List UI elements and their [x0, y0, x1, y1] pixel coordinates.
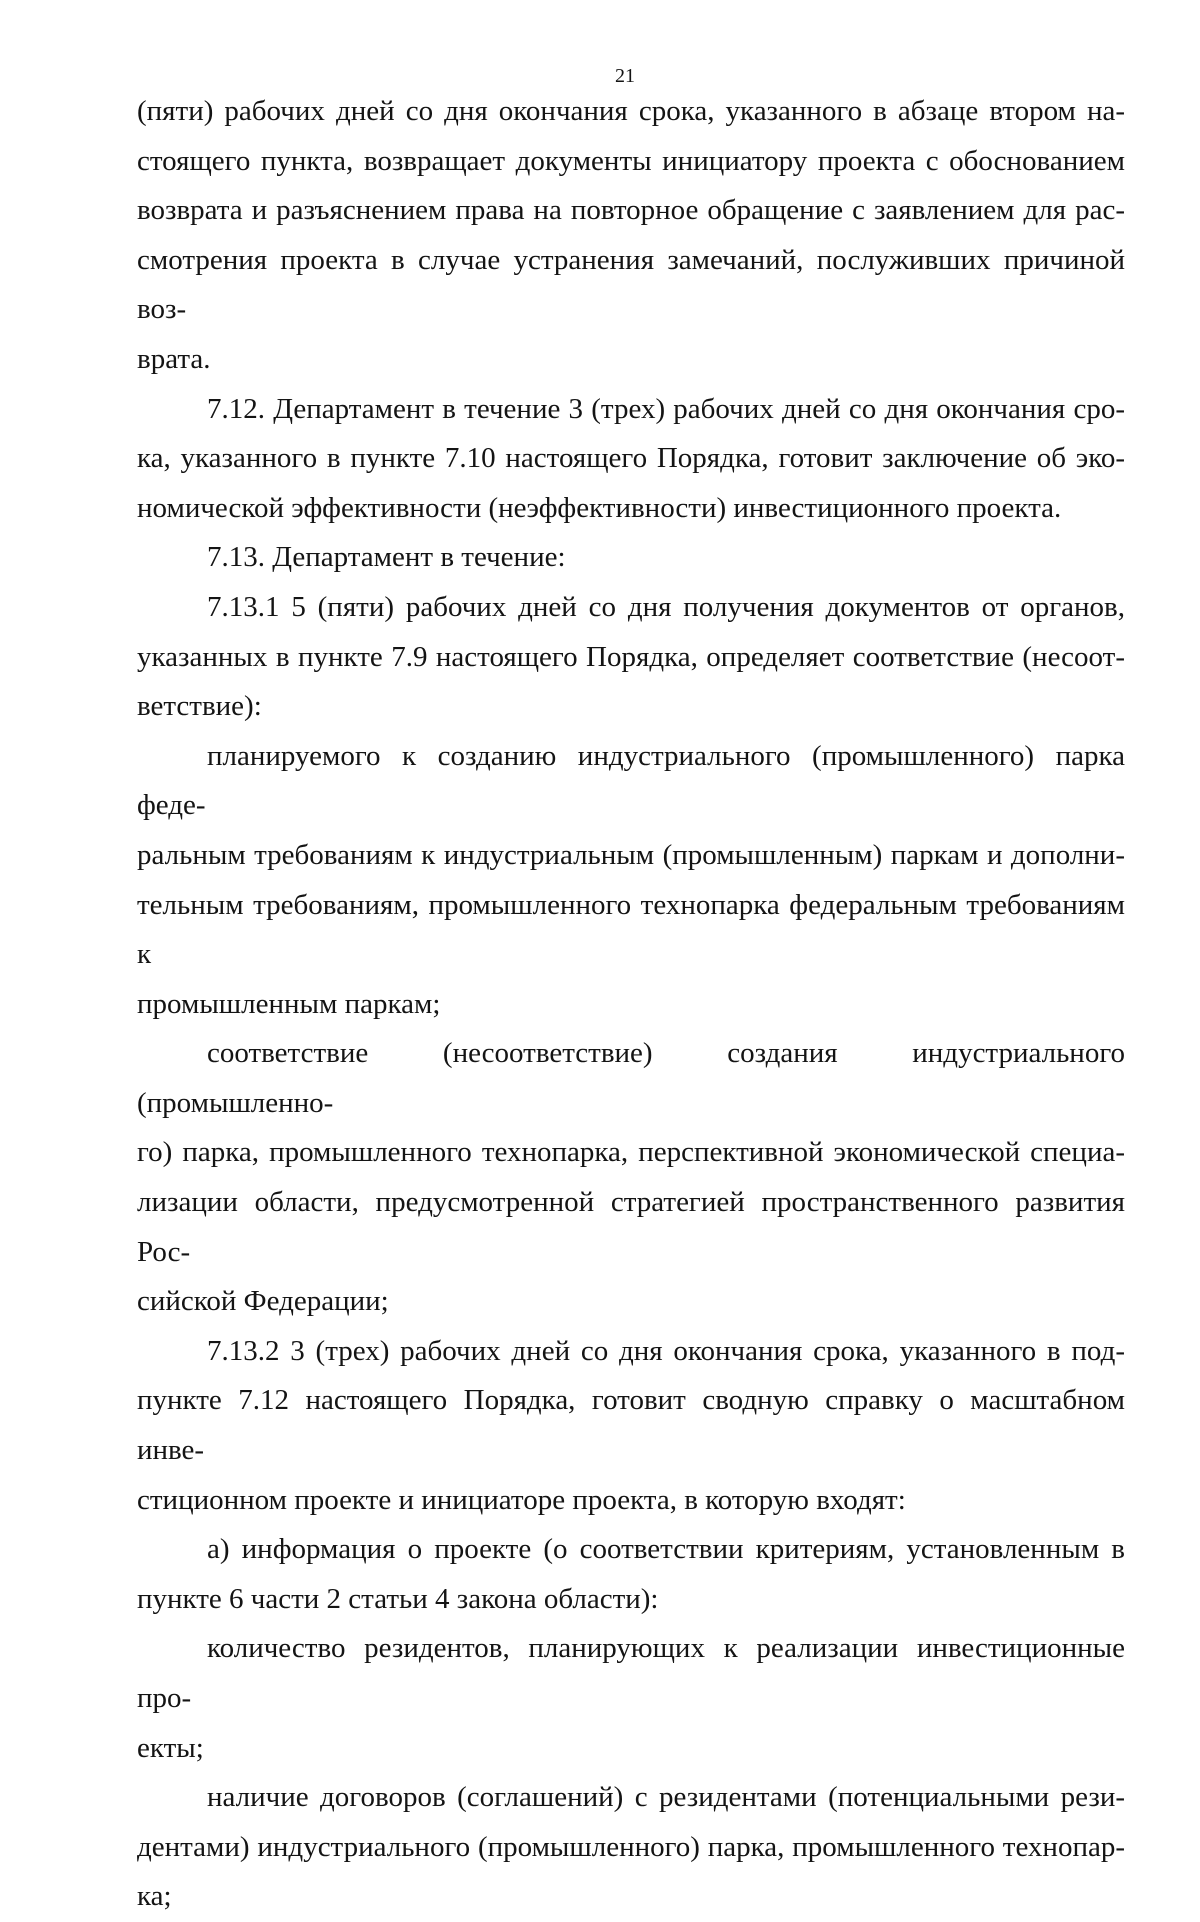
paragraph-line: сийской Федерации;	[137, 1285, 389, 1318]
paragraph	[137, 1525, 1125, 1624]
paragraph-line: 7.13.2 3 (трех) рабочих дней со дня окончания срока, указанного в под-	[207, 1334, 1125, 1367]
paragraph-line: пункте 6 части 2 статьи 4 закона области):	[137, 1582, 659, 1615]
paragraph-line: стиционном проекте и инициаторе проекта, в которую входят:	[137, 1483, 906, 1516]
paragraph-line: пункте 7.12 настоящего Порядка, готовит сводную справку о масштабном инве-	[137, 1384, 1125, 1467]
paragraph	[137, 385, 1125, 534]
paragraph-line: ральным требованиям к индустриальным (промышленным) паркам и дополни-	[137, 838, 1125, 871]
paragraph-line: количество резидентов, планирующих к реализации инвестиционные про-	[137, 1632, 1125, 1714]
paragraph-line: возврата и разъяснением права на повторное обращение с заявлением для рас-	[137, 194, 1125, 227]
paragraph-line: дентами) индустриального (промышленного) парка, промышленного технопар-	[137, 1830, 1125, 1863]
paragraph-line: номической эффективности (неэффективности) инвестиционного проекта.	[137, 491, 1062, 524]
paragraph-line: врата.	[137, 342, 211, 375]
paragraph-line: лизации области, предусмотренной стратегией пространственного развития Рос-	[137, 1186, 1125, 1268]
paragraph-line: планируемого к созданию индустриального (промышленного) парка феде-	[137, 739, 1125, 822]
paragraph-line: стоящего пункта, возвращает документы инициатору проекта с обоснованием	[137, 144, 1125, 177]
paragraph-line: а) информация о проекте (о соответствии критериям, установленным в	[207, 1533, 1125, 1566]
paragraph-line: ка;	[137, 1880, 172, 1913]
paragraph-line: 7.12. Департамент в течение 3 (трех) рабочих дней со дня окончания сро-	[207, 392, 1125, 425]
paragraph-line: ветствие):	[137, 690, 262, 723]
paragraph	[137, 732, 1125, 1030]
paragraph	[137, 533, 1125, 583]
paragraph-line: екты;	[137, 1731, 204, 1764]
paragraph	[137, 583, 1125, 732]
paragraph	[137, 1029, 1125, 1327]
document-body	[137, 87, 1125, 1922]
page-number: 21	[615, 65, 635, 87]
paragraph-line: ка, указанного в пункте 7.10 настоящего Порядка, готовит заключение об эко-	[137, 442, 1125, 475]
paragraph-line: указанных в пункте 7.9 настоящего Порядка, определяет соответствие (несоот-	[137, 640, 1125, 673]
paragraph-line: го) парка, промышленного технопарка, перспективной экономической специа-	[137, 1136, 1125, 1169]
paragraph	[137, 1624, 1125, 1773]
paragraph-line: смотрения проекта в случае устранения замечаний, послуживших причиной воз-	[137, 243, 1125, 326]
paragraph-line: 7.13. Департамент в течение:	[207, 541, 566, 574]
paragraph-line: (пяти) рабочих дней со дня окончания срока, указанного в абзаце втором на-	[137, 95, 1125, 127]
paragraph-line: наличие договоров (соглашений) с резидентами (потенциальными рези-	[207, 1781, 1125, 1814]
paragraph	[137, 87, 1125, 385]
paragraph	[137, 1327, 1125, 1525]
paragraph-line: соответствие (несоответствие) создания индустриального (промышленно-	[137, 1037, 1125, 1119]
paragraph-line: 7.13.1 5 (пяти) рабочих дней со дня получения документов от органов,	[207, 590, 1125, 623]
paragraph-line: промышленным паркам;	[137, 987, 441, 1020]
paragraph	[137, 1773, 1125, 1922]
paragraph-line: тельным требованиям, промышленного технопарка федеральным требованиям к	[137, 888, 1125, 971]
